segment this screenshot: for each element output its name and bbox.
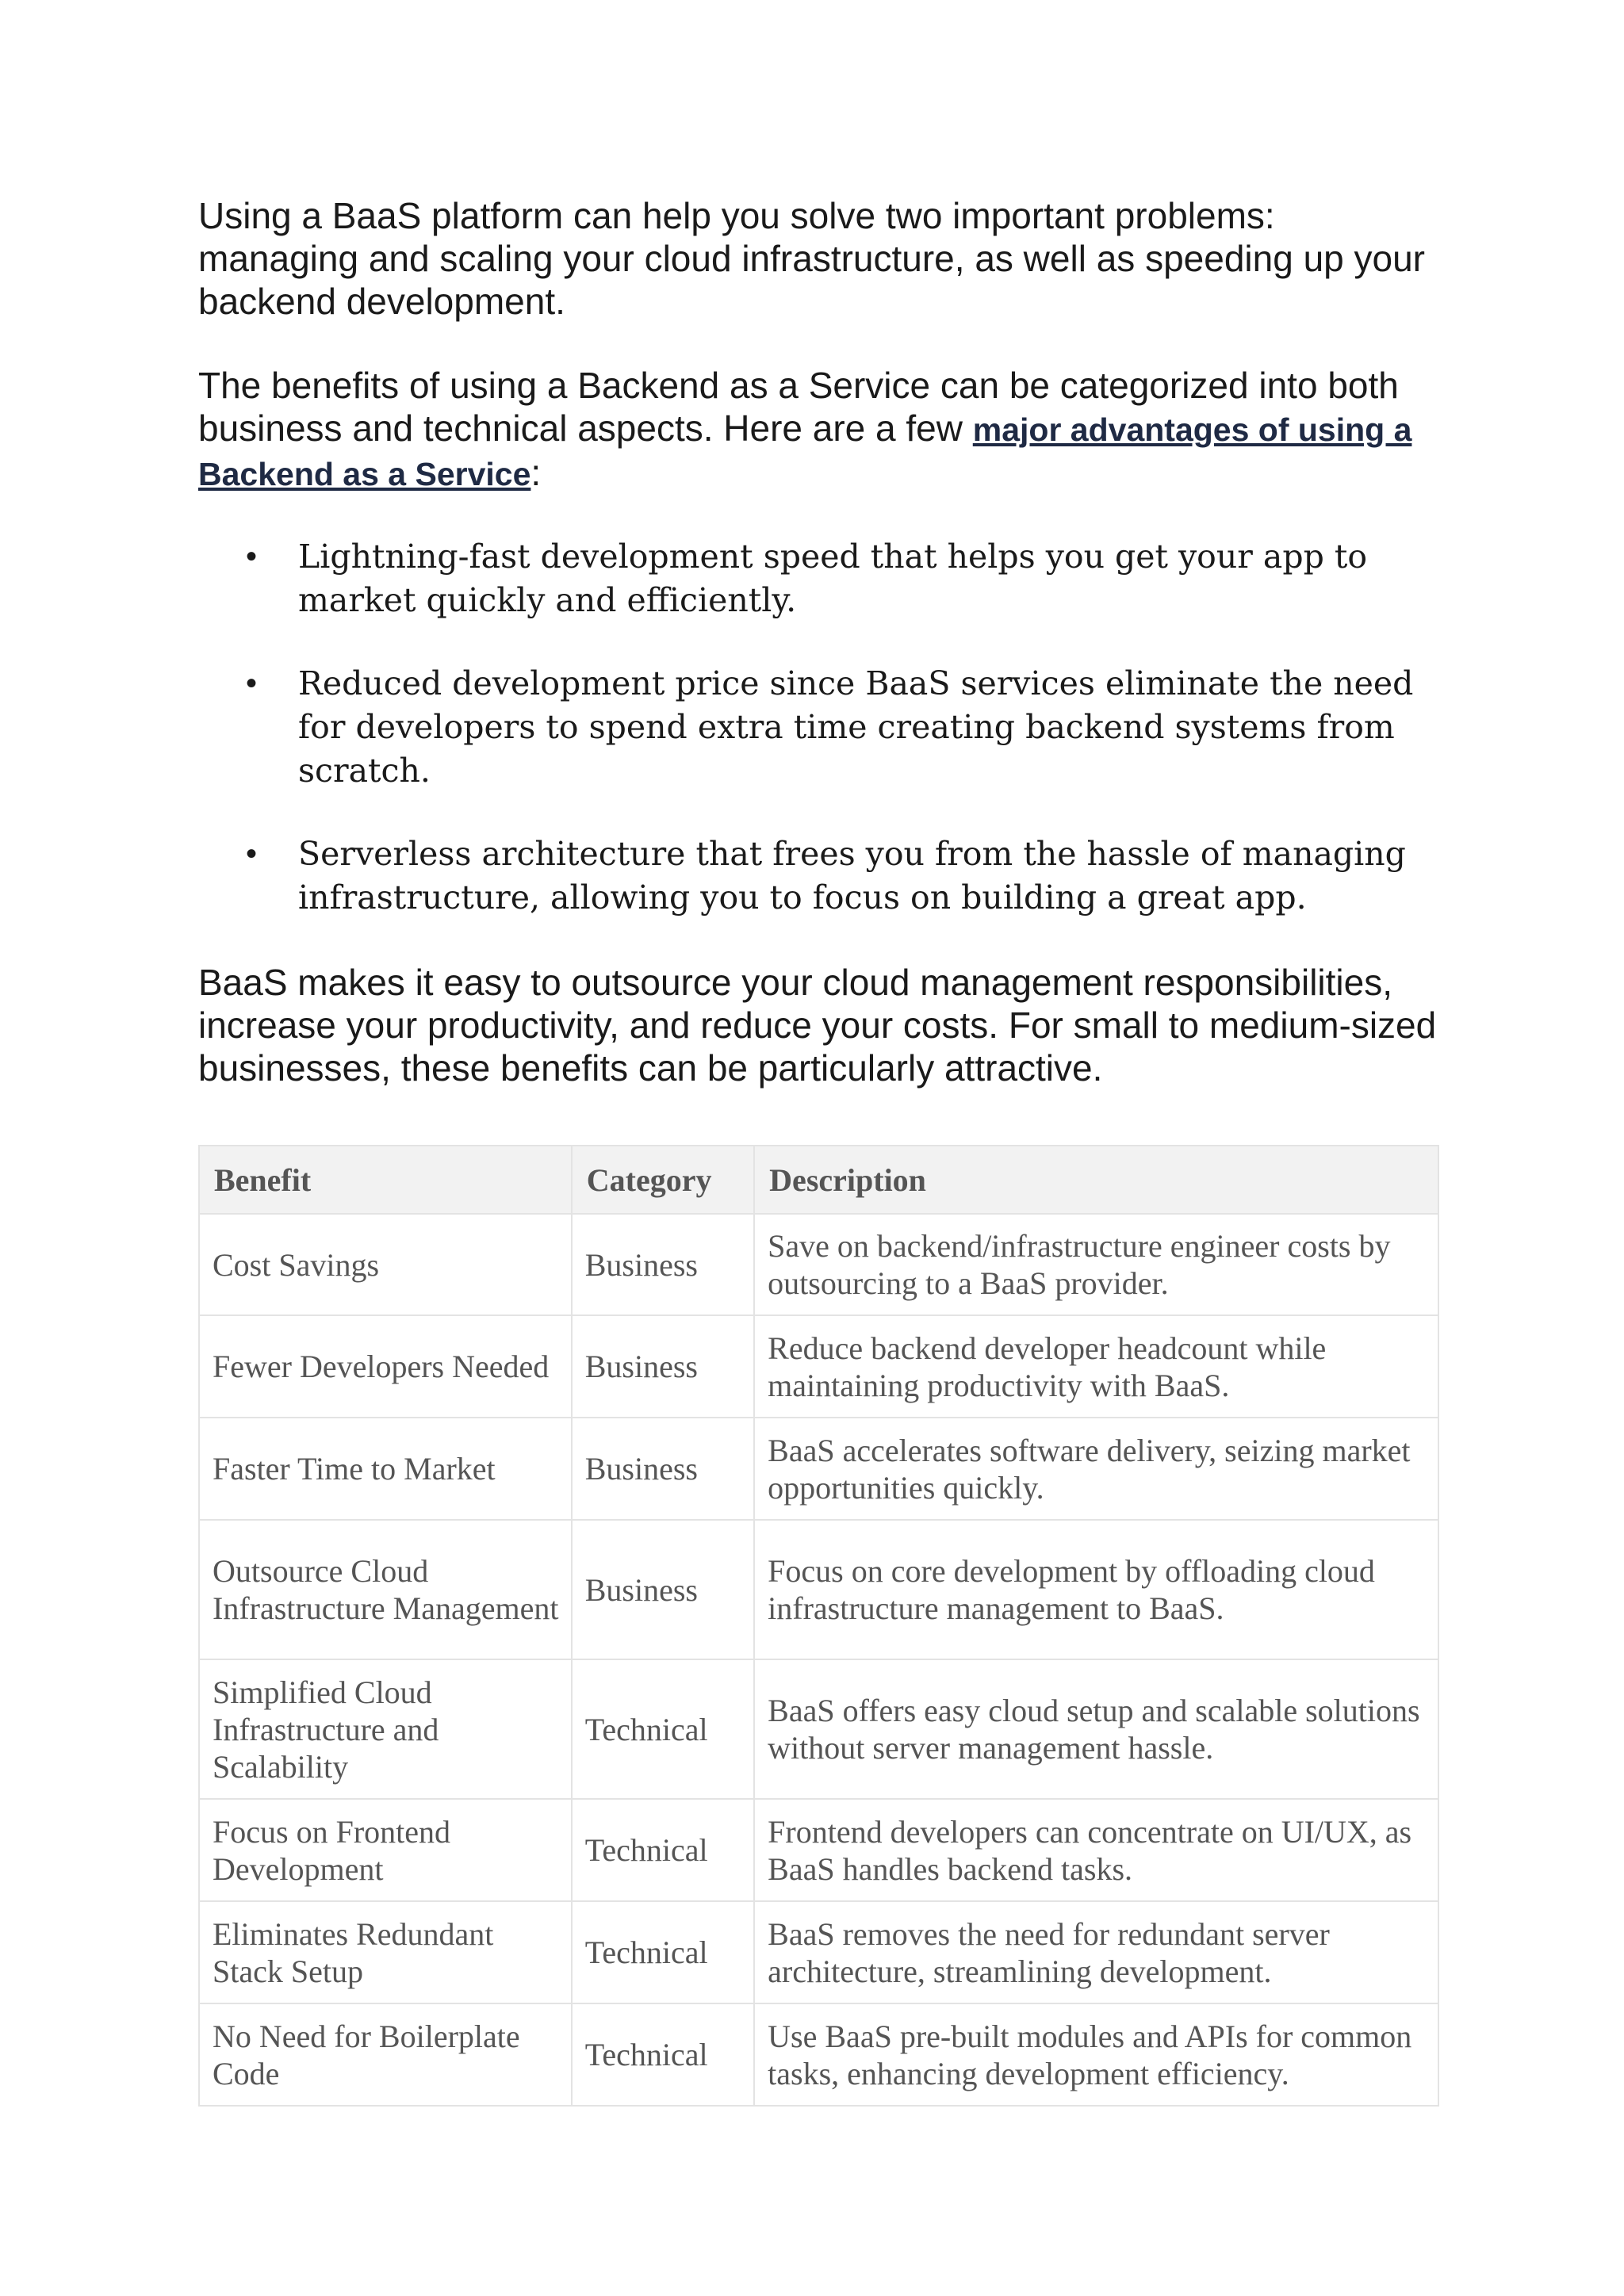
description-cell: Save on backend/infrastructure engineer costs by outsourcing to a BaaS provider. [754, 1214, 1438, 1315]
description-cell: Frontend developers can concentrate on UI/UX, as BaaS handles backend tasks. [754, 1799, 1438, 1901]
benefit-cell: Fewer Developers Needed [199, 1315, 572, 1418]
table-row [199, 1418, 1438, 1520]
table-row [199, 1214, 1438, 1315]
table-row [199, 1520, 1438, 1659]
benefit-cell: Cost Savings [199, 1214, 572, 1315]
benefit-cell: No Need for Boilerplate Code [199, 2003, 572, 2106]
list-item-text: Lightning-fast development speed that helps you get your app to market quickly and efficiently. [298, 538, 1368, 619]
benefit-cell: Faster Time to Market [199, 1418, 572, 1520]
list-item [198, 662, 1439, 793]
table-row [199, 1901, 1438, 2003]
advantages-list [198, 535, 1439, 920]
benefits-paragraph-text: The benefits of using a Backend as a Service can be categorized into both business and technical aspects. Here are a few [198, 365, 1399, 449]
category-cell: Technical [572, 1799, 754, 1901]
document-page [198, 194, 1439, 2107]
category-cell: Business [572, 1520, 754, 1659]
benefit-cell: Simplified Cloud Infrastructure and Scalability [199, 1659, 572, 1799]
category-cell: Business [572, 1315, 754, 1418]
major-advantages-link[interactable]: major advantages of using a Backend as a Service [198, 411, 1412, 492]
intro-paragraph: Using a BaaS platform can help you solve two important problems: managing and scaling your cloud infrastructure, as well as speeding up your backend development. [198, 195, 1425, 322]
description-cell: BaaS offers easy cloud setup and scalable solutions without server management hassle. [754, 1659, 1438, 1799]
list-item [198, 832, 1439, 920]
description-cell: Focus on core development by offloading cloud infrastructure management to BaaS. [754, 1520, 1438, 1659]
benefits-paragraph [198, 364, 1439, 496]
category-cell: Business [572, 1418, 754, 1520]
list-item-text: Serverless architecture that frees you from the hassle of managing infrastructure, allowing you to focus on building a great app. [298, 835, 1406, 916]
benefit-cell: Outsource Cloud Infrastructure Management [199, 1520, 572, 1659]
table-row [199, 1659, 1438, 1799]
table-row [199, 2003, 1438, 2106]
closing-paragraph: BaaS makes it easy to outsource your cloud management responsibilities, increase your productivity, and reduce your costs. For small to medium-sized businesses, these benefits can be particularly attractive. [198, 962, 1437, 1089]
header-description: Description [754, 1146, 1438, 1214]
header-category: Category [572, 1146, 754, 1214]
list-item [198, 535, 1439, 622]
description-cell: BaaS accelerates software delivery, seizing market opportunities quickly. [754, 1418, 1438, 1520]
description-cell: BaaS removes the need for redundant server architecture, streamlining development. [754, 1901, 1438, 2003]
table-row [199, 1799, 1438, 1901]
list-item-text: Reduced development price since BaaS services eliminate the need for developers to spend extra time creating backend systems from scratch. [298, 664, 1414, 790]
category-cell: Technical [572, 1659, 754, 1799]
bullet-icon: • [246, 539, 258, 574]
bullet-icon: • [246, 836, 258, 871]
benefits-table [198, 1145, 1439, 2107]
benefit-cell: Eliminates Redundant Stack Setup [199, 1901, 572, 2003]
category-cell: Technical [572, 2003, 754, 2106]
header-benefit: Benefit [199, 1146, 572, 1214]
benefits-paragraph-colon: : [530, 452, 542, 493]
benefit-cell: Focus on Frontend Development [199, 1799, 572, 1901]
table-row [199, 1315, 1438, 1418]
category-cell: Business [572, 1214, 754, 1315]
category-cell: Technical [572, 1901, 754, 2003]
description-cell: Use BaaS pre-built modules and APIs for common tasks, enhancing development efficiency. [754, 2003, 1438, 2106]
description-cell: Reduce backend developer headcount while maintaining productivity with BaaS. [754, 1315, 1438, 1418]
table-header-row [199, 1146, 1438, 1214]
bullet-icon: • [246, 666, 258, 701]
